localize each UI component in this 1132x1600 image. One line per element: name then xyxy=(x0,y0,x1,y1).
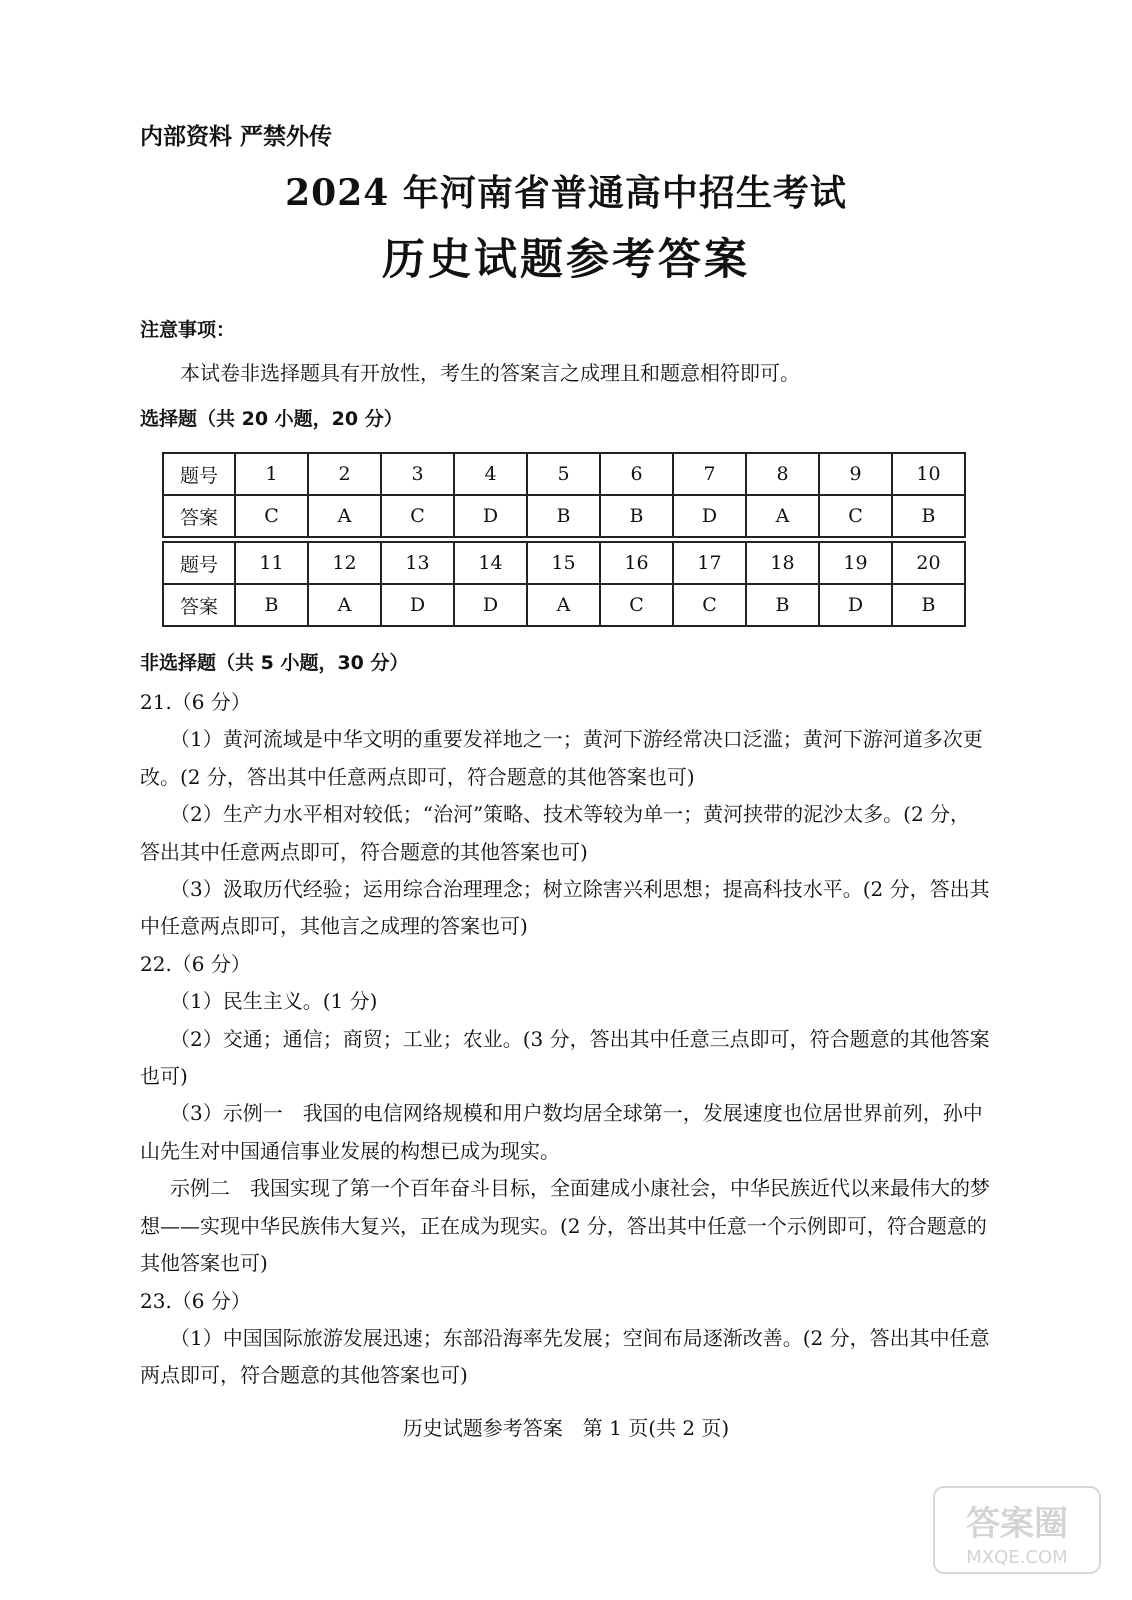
question-number-cell: 3 xyxy=(381,453,454,495)
answer-paragraph: （3）示例一 我国的电信网络规模和用户数均居全球第一，发展速度也位居世界前列，孙中山先生对中国通信事业发展的构想已成为现实。 xyxy=(140,1101,983,1163)
question-number-cell: 19 xyxy=(819,542,892,584)
row-label-answer: 答案 xyxy=(163,495,235,537)
answer-paragraph: （1）民生主义。(1 分) xyxy=(170,989,378,1014)
answer-cell: D xyxy=(819,584,892,626)
question-number-cell: 7 xyxy=(673,453,746,495)
question-number-cell: 14 xyxy=(454,542,527,584)
answer-cell: C xyxy=(819,495,892,537)
question-number-cell: 12 xyxy=(308,542,381,584)
question-number-cell: 8 xyxy=(746,453,819,495)
question-number-cell: 10 xyxy=(892,453,965,495)
answer-cell: B xyxy=(892,495,965,537)
answer-cell: A xyxy=(746,495,819,537)
question-heading: 22.（6 分） xyxy=(140,951,251,976)
watermark-text-url: MXQE.COM xyxy=(966,1547,1068,1568)
answer-cell: B xyxy=(600,495,673,537)
question-number-cell: 16 xyxy=(600,542,673,584)
answer-body xyxy=(140,684,990,1395)
table-row-numbers xyxy=(163,542,965,584)
answer-cell: D xyxy=(454,495,527,537)
notice-heading: 注意事项： xyxy=(140,319,236,341)
answer-cell: A xyxy=(527,584,600,626)
watermark-logo xyxy=(932,1485,1102,1575)
answer-paragraph: （2）生产力水平相对较低；“治河”策略、技术等较为单一；黄河挟带的泥沙太多。(2 分，答出其中任意两点即可，符合题意的其他答案也可) xyxy=(140,802,971,864)
answer-paragraph: （1）黄河流域是中华文明的重要发祥地之一；黄河下游经常决口泛滥；黄河下游河道多次更改。(2 分，答出其中任意两点即可，符合题意的其他答案也可) xyxy=(140,727,983,789)
table-row-answers xyxy=(163,495,965,537)
answer-table-1 xyxy=(162,452,966,538)
answer-cell: D xyxy=(381,584,454,626)
answer-cell: D xyxy=(454,584,527,626)
answer-cell: A xyxy=(308,584,381,626)
answer-cell: B xyxy=(746,584,819,626)
question-number-cell: 18 xyxy=(746,542,819,584)
answer-paragraph: （1）中国国际旅游发展迅速；东部沿海率先发展；空间布局逐渐改善。(2 分，答出其中任意两点即可，符合题意的其他答案也可) xyxy=(140,1325,990,1388)
answer-cell: C xyxy=(235,495,308,537)
table-row-answers xyxy=(163,584,965,626)
question-number-cell: 17 xyxy=(673,542,746,584)
question-number-cell: 5 xyxy=(527,453,600,495)
answer-cell: C xyxy=(600,584,673,626)
question-number-cell: 1 xyxy=(235,453,308,495)
question-number-cell: 13 xyxy=(381,542,454,584)
row-label-answer: 答案 xyxy=(163,584,235,626)
answer-paragraph: （3）汲取历代经验；运用综合治理理念；树立除害兴利思想；提高科技水平。(2 分，答出其中任意两点即可，其他言之成理的答案也可) xyxy=(140,877,990,939)
answer-cell: A xyxy=(308,495,381,537)
watermark-text-cn: 答案圈 xyxy=(966,1504,1068,1544)
exam-title: 2024 年河南省普通高中招生考试 xyxy=(285,172,847,214)
answer-cell: B xyxy=(527,495,600,537)
answer-cell: B xyxy=(892,584,965,626)
question-number-cell: 6 xyxy=(600,453,673,495)
confidential-notice: 内部资料 严禁外传 xyxy=(140,124,333,150)
page-footer: 历史试题参考答案 第 1 页(共 2 页) xyxy=(402,1416,730,1440)
question-heading: 23.（6 分） xyxy=(140,1288,251,1313)
answer-paragraph: （2）交通；通信；商贸；工业；农业。(3 分，答出其中任意三点即可，符合题意的其他答案也可) xyxy=(140,1026,990,1089)
non-multiple-choice-heading: 非选择题（共 5 小题，30 分） xyxy=(140,652,409,674)
answer-cell: C xyxy=(673,584,746,626)
multiple-choice-heading: 选择题（共 20 小题，20 分） xyxy=(140,408,403,430)
question-heading: 21.（6 分） xyxy=(140,690,251,714)
answer-paragraph: 示例二 我国实现了第一个百年奋斗目标，全面建成小康社会，中华民族近代以来最伟大的梦想——实现中华民族伟大复兴，正在成为现实。(2 分，答出其中任意一个示例即可，符合题意的其他答案也可) xyxy=(140,1176,990,1276)
question-number-cell: 4 xyxy=(454,453,527,495)
answer-cell: D xyxy=(673,495,746,537)
question-number-cell: 15 xyxy=(527,542,600,584)
question-number-cell: 9 xyxy=(819,453,892,495)
table-row-numbers xyxy=(163,453,965,495)
notice-text: 本试卷非选择题具有开放性，考生的答案言之成理且和题意相符即可。 xyxy=(180,361,800,385)
answer-cell: B xyxy=(235,584,308,626)
row-label-number: 题号 xyxy=(163,542,235,584)
answer-table-2 xyxy=(162,541,966,627)
document-title: 历史试题参考答案 xyxy=(382,235,750,285)
question-number-cell: 2 xyxy=(308,453,381,495)
question-number-cell: 11 xyxy=(235,542,308,584)
row-label-number: 题号 xyxy=(163,453,235,495)
answer-cell: C xyxy=(381,495,454,537)
question-number-cell: 20 xyxy=(892,542,965,584)
